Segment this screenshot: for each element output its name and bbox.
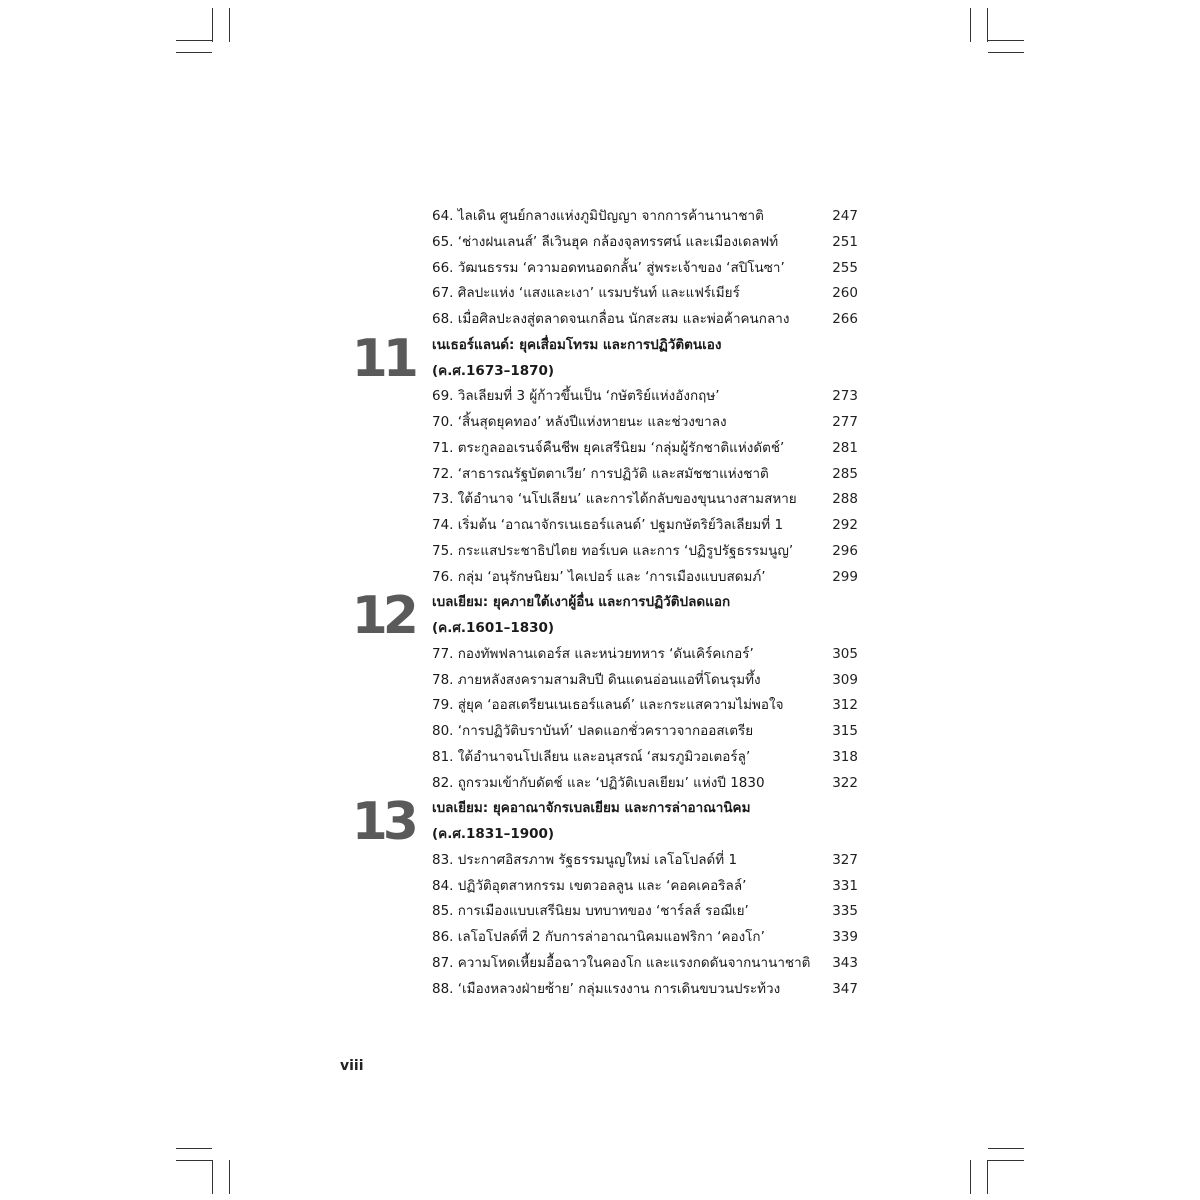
- toc-entry-title: 67. ศิลปะแห่ง ‘แสงและเงา’ แรมบรันท์ และแฟร์เมียร์: [432, 285, 740, 302]
- crop-mark: [176, 40, 212, 41]
- crop-mark: [987, 8, 988, 42]
- toc-entry: [432, 977, 858, 1003]
- chapter-heading: [351, 792, 858, 853]
- toc-entry-page: 347: [832, 980, 858, 997]
- toc-entry: [432, 745, 858, 771]
- toc-entry-title: 69. วิลเลียมที่ 3 ผู้ก้าวขึ้นเป็น ‘กษัตริย์แห่งอังกฤษ’: [432, 388, 720, 405]
- toc-entry-title: 86. เลโอโปลด์ที่ 2 กับการล่าอาณานิคมแอฟริกา ‘คองโก’: [432, 929, 765, 945]
- toc-entry: [432, 230, 858, 256]
- toc-entry-page: 251: [832, 233, 858, 250]
- toc-entry-page: 266: [832, 311, 858, 327]
- crop-mark: [176, 52, 212, 53]
- toc-entry-title: 80. ‘การปฏิวัติบราบันท์’ ปลดแอกชั่วคราวจากออสเตรีย: [432, 723, 754, 739]
- toc-entry: [432, 642, 858, 668]
- chapter-years: (ค.ศ.1601–1830): [432, 620, 555, 636]
- toc-entry: [432, 462, 858, 488]
- toc-entry: [432, 384, 858, 410]
- toc-entry-page: 312: [832, 697, 858, 714]
- toc-entry-title: 71. ตระกูลออเรนจ์คืนชีพ ยุคเสรีนิยม ‘กลุ่มผู้รักชาติแห่งดัตช์’: [432, 439, 785, 456]
- toc-entry-page: 343: [832, 954, 858, 971]
- toc-entry: [432, 848, 858, 874]
- toc-entry-page: 327: [832, 851, 858, 868]
- toc-entry-title: 66. วัฒนธรรม ‘ความอดทนอดกลั้น’ สู่พระเจ้าของ ‘สปิโนซา’: [432, 259, 785, 276]
- toc-entry-title: 65. ‘ช่างฝนเลนส์’ ลีเวินฮุค กล้องจุลทรรศน์ และเมืองเดลฟท์: [432, 233, 779, 250]
- toc-entry-title: 82. ถูกรวมเข้ากับดัตช์ และ ‘ปฏิวัติเบลเยียม’ แห่งปี 1830: [432, 774, 765, 791]
- page-folio: viii: [340, 1058, 364, 1074]
- toc-entry: [432, 693, 858, 719]
- toc-entry: [432, 513, 858, 539]
- toc-entry: [432, 771, 858, 797]
- crop-mark: [212, 8, 213, 42]
- toc-entry: [432, 256, 858, 282]
- chapter-years: (ค.ศ.1673–1870): [432, 362, 555, 379]
- toc-entry-title: 85. การเมืองแบบเสรีนิยม บทบาทของ ‘ชาร์ลส์ รอฌีเย’: [432, 903, 749, 920]
- toc-entry-page: 285: [832, 465, 858, 482]
- toc-entry-title: 74. เริ่มต้น ‘อาณาจักรเนเธอร์แลนด์’ ปฐมกษัตริย์วิลเลียมที่ 1: [432, 517, 784, 533]
- toc-entry-page: 299: [832, 568, 858, 585]
- toc-entry-title: 83. ประกาศอิสรภาพ รัฐธรรมนูญใหม่ เลโอโปลด์ที่ 1: [432, 851, 738, 868]
- toc-entry-page: 339: [832, 929, 858, 945]
- toc-entry-title: 70. ‘สิ้นสุดยุคทอง’ หลังปีแห่งหายนะ และช่วงขาลง: [432, 414, 727, 430]
- toc-entry: [432, 487, 858, 513]
- toc-entry-page: 335: [832, 903, 858, 920]
- toc-entry-page: 309: [832, 671, 858, 688]
- chapter-heading: [351, 328, 858, 389]
- crop-mark: [988, 1160, 1024, 1161]
- crop-mark: [176, 1148, 212, 1149]
- toc-entry-title: 78. ภายหลังสงครามสามสิบปี ดินแดนอ่อนแอที่โดนรุมทึ้ง: [432, 671, 761, 688]
- toc-entry: [432, 951, 858, 977]
- crop-mark: [988, 52, 1024, 53]
- table-of-contents: [351, 204, 858, 1002]
- chapter-number: 11: [351, 328, 414, 389]
- crop-mark: [229, 8, 230, 42]
- crop-mark: [229, 1160, 230, 1194]
- toc-entry-page: 277: [832, 414, 858, 430]
- toc-entry-title: 88. ‘เมืองหลวงฝ่ายซ้าย’ กลุ่มแรงงาน การเดินขบวนประท้วง: [432, 980, 781, 997]
- toc-entry-page: 322: [832, 774, 858, 791]
- chapter-title: เนเธอร์แลนด์: ยุคเสื่อมโทรม และการปฏิวัติตนเอง: [432, 336, 722, 353]
- crop-mark: [176, 1160, 212, 1161]
- chapter-number: 12: [351, 586, 414, 647]
- chapter-title: เบลเยียม: ยุคอาณาจักรเบลเยียม และการล่าอาณานิคม: [432, 800, 751, 817]
- toc-entry: [432, 668, 858, 694]
- toc-entry-title: 64. ไลเดิน ศูนย์กลางแห่งภูมิปัญญา จากการค้านานาชาติ: [432, 208, 764, 224]
- crop-mark: [970, 8, 971, 42]
- toc-entry-page: 315: [832, 723, 858, 739]
- toc-entry-page: 305: [832, 645, 858, 662]
- toc-entry-page: 331: [832, 877, 858, 894]
- toc-entry: [432, 281, 858, 307]
- toc-entry-page: 247: [832, 208, 858, 224]
- toc-entry-page: 288: [832, 491, 858, 508]
- toc-entry: [432, 436, 858, 462]
- crop-mark: [988, 40, 1024, 41]
- toc-entry-title: 75. กระแสประชาธิปไตย ทอร์เบค และการ ‘ปฏิรูปรัฐธรรมนูญ’: [432, 542, 794, 559]
- chapter-number: 13: [351, 792, 414, 853]
- toc-entry-title: 84. ปฏิวัติอุตสาหกรรม เขตวอลลูน และ ‘คอคเคอริลล์’: [432, 877, 747, 894]
- toc-entry: [432, 307, 858, 333]
- toc-entry: [432, 565, 858, 591]
- chapter-heading: [351, 586, 858, 647]
- toc-entry-title: 81. ใต้อำนาจนโปเลียน และอนุสรณ์ ‘สมรภูมิวอเตอร์ลู’: [432, 748, 751, 765]
- toc-entry-page: 260: [832, 285, 858, 302]
- toc-entry-page: 318: [832, 748, 858, 765]
- toc-entry: [432, 539, 858, 565]
- toc-entry-page: 292: [832, 517, 858, 533]
- toc-entry: [432, 899, 858, 925]
- crop-mark: [970, 1160, 971, 1194]
- toc-entry-title: 87. ความโหดเหี้ยมอื้อฉาวในคองโก และแรงกดดันจากนานาชาติ: [432, 954, 811, 971]
- toc-entry: [432, 410, 858, 436]
- toc-entry: [432, 874, 858, 900]
- toc-entry-page: 255: [832, 259, 858, 276]
- toc-entry-page: 296: [832, 542, 858, 559]
- toc-entry: [432, 719, 858, 745]
- toc-entry-page: 281: [832, 439, 858, 456]
- toc-entry-title: 72. ‘สาธารณรัฐบัตตาเวีย’ การปฏิวัติ และสมัชชาแห่งชาติ: [432, 465, 769, 482]
- chapter-title: เบลเยียม: ยุคภายใต้เงาผู้อื่น และการปฏิวัติปลดแอก: [432, 594, 731, 611]
- toc-entry-title: 77. กองทัพฟลานเดอร์ส และหน่วยทหาร ‘ดันเคิร์คเกอร์’: [432, 645, 754, 662]
- toc-entry-title: 79. สู่ยุค ‘ออสเตรียนเนเธอร์แลนด์’ และกระแสความไม่พอใจ: [432, 697, 784, 714]
- toc-entry: [432, 204, 858, 230]
- chapter-years: (ค.ศ.1831–1900): [432, 826, 555, 842]
- crop-mark: [988, 1148, 1024, 1149]
- toc-entry-page: 273: [832, 388, 858, 405]
- toc-entry-title: 73. ใต้อำนาจ ‘นโปเลียน’ และการได้กลับของขุนนางสามสหาย: [432, 491, 797, 508]
- crop-mark: [987, 1160, 988, 1194]
- toc-entry: [432, 925, 858, 951]
- crop-mark: [212, 1160, 213, 1194]
- toc-entry-title: 76. กลุ่ม ‘อนุรักษนิยม’ ไคเปอร์ และ ‘การเมืองแบบสดมภ์’: [432, 568, 766, 585]
- toc-entry-title: 68. เมื่อศิลปะลงสู่ตลาดจนเกลื่อน นักสะสม และพ่อค้าคนกลาง: [432, 311, 790, 327]
